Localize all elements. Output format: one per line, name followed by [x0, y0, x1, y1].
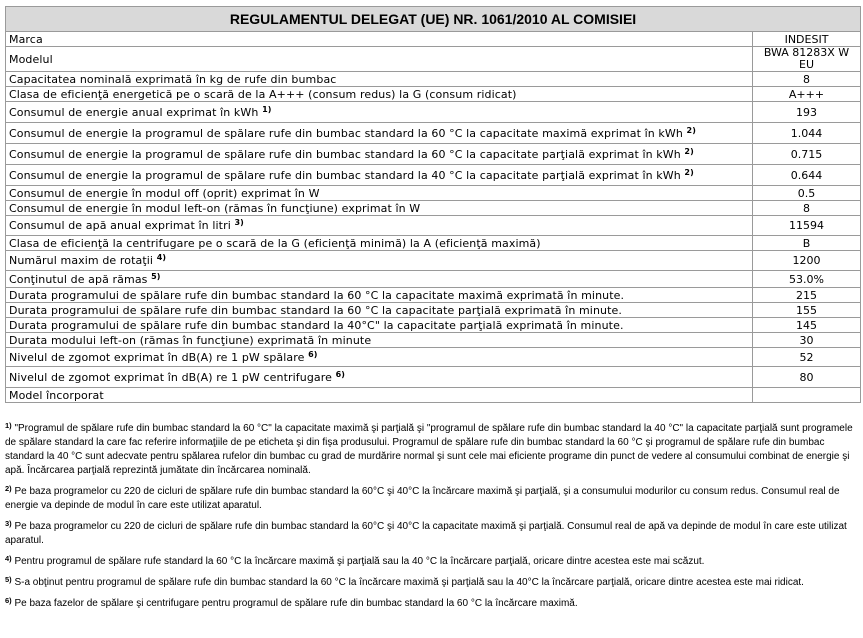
row-label-text: Consumul de energie la programul de spălare rufe din bumbac standard la 60 °C la capacitate parţială exprimat în kWh: [9, 147, 681, 161]
row-label: [6, 216, 753, 236]
row-label: [6, 288, 753, 303]
footnotes: [5, 422, 855, 618]
footnote-ref: 2): [684, 146, 694, 156]
row-label: [6, 236, 753, 251]
row-label: [6, 388, 753, 403]
table-row: [6, 201, 861, 216]
footnote-ref: 1): [262, 104, 272, 114]
row-label-text: Consumul de energie în modul off (oprit) exprimat în W: [9, 186, 320, 200]
row-label-text: Marca: [9, 32, 43, 46]
footnote-ref: 5): [151, 271, 161, 281]
row-label-text: Model încorporat: [9, 388, 104, 402]
table-row: [6, 216, 861, 236]
row-label-text: Consumul de energie în modul left-on (rămas în funcţiune) exprimat în W: [9, 201, 421, 215]
row-value: INDESIT: [753, 32, 861, 47]
footnote-ref: 2): [686, 125, 696, 135]
footnote-number: 4): [5, 554, 12, 563]
table-row: [6, 32, 861, 47]
row-label: [6, 186, 753, 201]
row-label-text: Nivelul de zgomot exprimat în dB(A) re 1 pW centrifugare: [9, 370, 332, 384]
row-label-text: Conţinutul de apă rămas: [9, 272, 148, 286]
row-label: [6, 123, 753, 144]
row-label: [6, 165, 753, 186]
row-value: 0.644: [753, 165, 861, 186]
row-label-text: Clasa de eficienţă energetică pe o scară de la A+++ (consum redus) la G (consum ridicat): [9, 87, 517, 101]
row-value: 8: [753, 72, 861, 87]
row-value: B: [753, 236, 861, 251]
footnote-text: Pentru programul de spălare rufe standard la 60 °C la încărcare maximă şi parţială sau la 40 °C la încărcare parţială, oricare dintre acestea este mai scăzut.: [14, 556, 705, 567]
product-fiche: [5, 6, 860, 609]
row-label: [6, 348, 753, 367]
table-row: [6, 251, 861, 271]
table-row: [6, 388, 861, 403]
row-label: [6, 72, 753, 87]
row-label-text: Durata programului de spălare rufe din bumbac standard la 60 °C la capacitate parţială exprimată în minute.: [9, 303, 622, 317]
table-row: [6, 288, 861, 303]
row-label-text: Durata programului de spălare rufe din bumbac standard la 60 °C la capacitate maximă exprimată în minute.: [9, 288, 625, 302]
row-value: 193: [753, 102, 861, 123]
footnote: [5, 485, 855, 513]
table-row: [6, 123, 861, 144]
row-label: [6, 271, 753, 288]
table-row: [6, 72, 861, 87]
footnote: [5, 422, 855, 478]
row-value: 145: [753, 318, 861, 333]
footnote-number: 5): [5, 575, 12, 584]
table-row: [6, 271, 861, 288]
row-label: [6, 201, 753, 216]
row-label: [6, 251, 753, 271]
row-value: 0.715: [753, 144, 861, 165]
row-value: BWA 81283X W EU: [753, 47, 861, 72]
row-label-text: Durata programului de spălare rufe din bumbac standard la 40°C" la capacitate parţială exprimată în minute.: [9, 318, 624, 332]
footnote-ref: 6): [335, 369, 346, 379]
footnote: [5, 555, 855, 569]
footnote-ref: 4): [156, 253, 167, 262]
footnote-text: "Programul de spălare rufe din bumbac standard la 60 °C" la capacitate maximă şi parţială şi "programul de spălare rufe din bumbac standard la 40 °C" la capacitate parţială sunt programele de spălare standard la care fac referire informaţiile de pe eticheta şi din fişa produsului. Programul de spălare rufe din bumbac standard la 60 °C şi programul de spălare rufe din bumbac standard la 40 °C sunt adecvate pentru spălarea rufelor din bumbac cu grad de murdărire normal şi sunt cele mai eficiente programe din punct de vedere al consumului combinat de energie şi apă. Încărcarea parţială reprezintă jumătate din încărcarea nominală.: [5, 423, 853, 476]
title-row: [6, 7, 861, 32]
row-value: 215: [753, 288, 861, 303]
row-label-text: Durata modului left-on (rămas în funcţiune) exprimată în minute: [9, 333, 372, 347]
footnote: [5, 597, 855, 611]
table-row: [6, 318, 861, 333]
table-row: [6, 165, 861, 186]
table-row: [6, 303, 861, 318]
row-value: A+++: [753, 87, 861, 102]
table-row: [6, 144, 861, 165]
table-row: [6, 87, 861, 102]
row-value: 8: [753, 201, 861, 216]
row-label-text: Consumul de energie la programul de spălare rufe din bumbac standard la 40 °C la capacitate parţială exprimat în kWh: [9, 168, 681, 182]
row-label-text: Capacitatea nominală exprimată în kg de rufe din bumbac: [9, 72, 337, 86]
table-row: [6, 47, 861, 72]
footnote-ref: 3): [234, 218, 244, 227]
table-row: [6, 186, 861, 201]
row-label: [6, 333, 753, 348]
table-row: [6, 367, 861, 388]
row-value: 30: [753, 333, 861, 348]
row-label-text: Numărul maxim de rotaţii: [9, 254, 154, 267]
row-label-text: Nivelul de zgomot exprimat în dB(A) re 1 pW spălare: [9, 350, 305, 364]
row-label: [6, 102, 753, 123]
footnote-text: S-a obţinut pentru programul de spălare rufe din bumbac standard la 60 °C la încărcare maximă şi parţială sau la 40°C la încărcare parţială, oricare dintre acestea este mai ridicat.: [14, 577, 804, 588]
footnote-text: Pe baza programelor cu 220 de cicluri de spălare rufe din bumbac standard la 60°C şi 40°C la capacitate maximă şi parţială. Consumul real de apă va depinde de modul în care este utilizat aparatul.: [5, 521, 847, 546]
table-row: [6, 102, 861, 123]
row-label: [6, 32, 753, 47]
row-label-text: Clasa de eficienţă la centrifugare pe o scară de la G (eficienţă minimă) la A (eficienţă maximă): [9, 236, 541, 250]
footnote: [5, 576, 855, 590]
footnote-text: Pe baza fazelor de spălare şi centrifugare pentru programul de spălare rufe din bumbac standard la 60 °C la încărcare maximă.: [14, 598, 578, 609]
row-label: [6, 318, 753, 333]
row-value: 11594: [753, 216, 861, 236]
row-value: 0.5: [753, 186, 861, 201]
row-label-text: Modelul: [9, 52, 53, 66]
row-label: [6, 303, 753, 318]
row-value: 1200: [753, 251, 861, 271]
footnote-number: 3): [5, 519, 12, 528]
footnote-ref: 2): [684, 167, 694, 177]
row-value: [753, 388, 861, 403]
footnote-number: 6): [5, 596, 12, 605]
row-label: [6, 87, 753, 102]
row-label-text: Consumul de apă anual exprimat în litri: [9, 219, 231, 232]
footnote-ref: 6): [308, 349, 318, 359]
row-label-text: Consumul de energie anual exprimat în kWh: [9, 105, 259, 119]
row-value: 53.0%: [753, 271, 861, 288]
table-title: REGULAMENTUL DELEGAT (UE) NR. 1061/2010 AL COMISIEI: [6, 7, 861, 32]
row-value: 52: [753, 348, 861, 367]
table-row: [6, 348, 861, 367]
footnote-text: Pe baza programelor cu 220 de cicluri de spălare rufe din bumbac standard la 60°C şi 40°C la încărcare maximă şi parţială, şi a consumului modurilor cu consum redus. Consumul real de energie va depinde de modul în care este utilizat aparatul.: [5, 486, 840, 511]
row-label: [6, 144, 753, 165]
row-label-text: Consumul de energie la programul de spălare rufe din bumbac standard la 60 °C la capacitate maximă exprimat în kWh: [9, 126, 683, 140]
footnote-number: 1): [5, 421, 12, 430]
row-value: 155: [753, 303, 861, 318]
spec-table: [5, 6, 861, 403]
row-value: 80: [753, 367, 861, 388]
table-row: [6, 236, 861, 251]
row-label: [6, 47, 753, 72]
spec-rows: [6, 32, 861, 403]
row-label: [6, 367, 753, 388]
footnote: [5, 520, 855, 548]
row-value: 1.044: [753, 123, 861, 144]
footnote-number: 2): [5, 484, 12, 493]
table-row: [6, 333, 861, 348]
